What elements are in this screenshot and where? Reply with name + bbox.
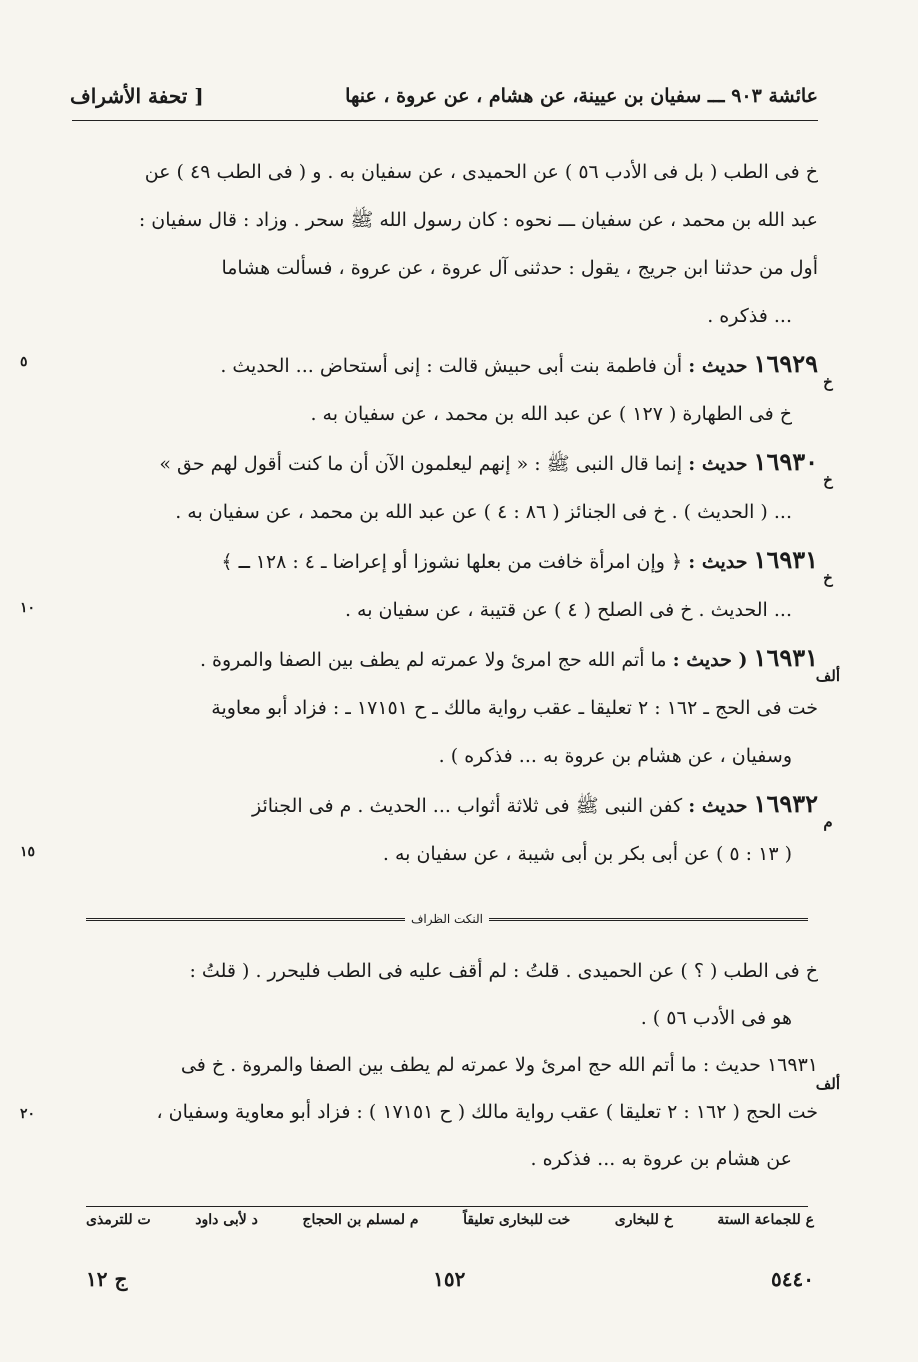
entry-label: حديث : — [688, 355, 748, 377]
hadith-entry — [20, 780, 833, 878]
header-book-title: [ تحفة الأشراف — [70, 84, 204, 108]
entry-text: ﴿ وإن امرأة خافت من بعلها نشوزا أو إعراضا ـ ٤ : ١٢٨ ـ ﴾ — [221, 551, 683, 573]
intro-line: ... فذكره . — [707, 305, 792, 327]
footer-rule — [86, 1206, 808, 1207]
entry-label: حديث : — [688, 453, 748, 475]
margin-siglum: م — [823, 813, 833, 831]
divider-label: النكت الظراف — [410, 912, 484, 926]
entry-number: ١٦٩٣٠ — [753, 447, 818, 476]
line-number: ١٥ — [20, 844, 36, 860]
line-number: ٥ — [20, 354, 28, 370]
margin-siglum: خ — [823, 373, 833, 391]
entry-source: وسفيان ، عن هشام بن عروة به ... فذكره ) . — [438, 745, 792, 767]
abbreviation-legend — [86, 1212, 814, 1240]
entry-number: ١٦٩٣٢ — [753, 789, 818, 818]
margin-siglum: خ — [823, 569, 833, 587]
legend-item: م لمسلم بن الحجاج — [302, 1212, 419, 1228]
line-number: ٢٠ — [20, 1106, 36, 1122]
section-divider — [86, 911, 808, 927]
page-number: ١٥٢ — [433, 1267, 466, 1291]
note-line: عن هشام بن عروة به ... فذكره . — [530, 1148, 792, 1170]
hadith-entry — [74, 438, 833, 536]
entry-number: ١٦٩٢٩ — [753, 349, 818, 378]
intro-line: أول من حدثنا ابن جريج ، يقول : حدثنى آل عروة ، عن عروة ، فسألت هشاما — [221, 257, 818, 279]
entry-source: ( ١٣ : ٥ ) عن أبى بكر بن أبى شيبة ، عن سفيان به . — [382, 843, 792, 865]
note-entry — [20, 1042, 840, 1183]
entry-source: ... ( الحديث ) . خ فى الجنائز ( ٨٦ : ٤ ) عن عبد الله بن محمد ، عن سفيان به . — [175, 501, 792, 523]
entry-number: ١٦٩٣١ — [753, 643, 818, 672]
entry-label: حديث : — [688, 795, 748, 817]
margin-siglum: خ — [823, 471, 833, 489]
entry-label: حديث : — [688, 551, 748, 573]
note-line: ١٦٩٣١ حديث : ما أتم الله حج امرئ ولا عمرته لم يطف بين الصفا والمروة . خ فى — [180, 1054, 818, 1076]
entry-source: خت فى الحج ـ ١٦٢ : ٢ تعليقا ـ عقب رواية مالك ـ ح ١٧١٥١ ـ : فزاد أبو معاوية — [211, 697, 818, 719]
item-number: ٥٤٤٠ — [771, 1267, 814, 1291]
header-chapter: عائشة ٩٠٣ ـــ سفيان بن عيينة، عن هشام ، عن عروة ، عنها — [345, 85, 818, 107]
hadith-entry — [20, 340, 833, 438]
note-line: خ فى الطب ( ؟ ) عن الحميدى . قلتُ : لم أقف عليه فى الطب فليحرر . ( قلتُ : — [189, 960, 818, 982]
margin-siglum: ألف — [815, 667, 840, 685]
intro-line: عبد الله بن محمد ، عن سفيان ـــ نحوه : كان رسول الله ﷺ سحر . وزاد : قال سفيان : — [138, 209, 818, 231]
legend-item: ت للترمذى — [86, 1212, 151, 1228]
footnotes — [20, 948, 840, 1183]
entry-source: خ فى الطهارة ( ١٢٧ ) عن عبد الله بن محمد ، عن سفيان به . — [310, 403, 792, 425]
divider-line — [86, 918, 405, 921]
legend-item: ع للجماعة الستة — [717, 1212, 814, 1228]
margin-siglum: ألف — [815, 1075, 840, 1093]
header-rule — [72, 120, 818, 121]
divider-line — [489, 918, 808, 921]
volume-number: ج ١٢ — [86, 1267, 128, 1291]
entry-text: كفن النبى ﷺ فى ثلاثة أثواب ... الحديث . م فى الجنائز — [251, 795, 683, 817]
legend-item: د لأبى داود — [195, 1212, 258, 1228]
hadith-entry — [20, 536, 833, 634]
entry-text: ما أتم الله حج امرئ ولا عمرته لم يطف بين الصفا والمروة . — [199, 649, 667, 671]
note-line: خت الحج ( ١٦٢ : ٢ تعليقا ) عقب رواية مالك ( ح ١٧١٥١ ) : فزاد أبو معاوية وسفيان ، — [156, 1101, 818, 1123]
entry-number: ١٦٩٣١ — [753, 545, 818, 574]
running-header — [70, 76, 818, 116]
entry-label: ( حديث : — [672, 649, 748, 671]
entry-text: إنما قال النبى ﷺ : « إنهم ليعلمون الآن أن ما كنت أقول لهم حق » — [159, 453, 683, 475]
intro-line: خ فى الطب ( بل فى الأدب ٥٦ ) عن الحميدى ، عن سفيان به . و ( فى الطب ٤٩ ) عن — [144, 161, 818, 183]
legend-item: خت للبخارى تعليقاً — [463, 1212, 571, 1228]
entry-source: ... الحديث . خ فى الصلح ( ٤ ) عن قتيبة ، عن سفيان به . — [344, 599, 792, 621]
hadith-entry — [74, 634, 840, 780]
main-text — [20, 148, 840, 878]
entry-text: أن فاطمة بنت أبى حبيش قالت : إنى أستحاض ... الحديث . — [220, 355, 683, 377]
legend-item: خ للبخارى — [614, 1212, 673, 1228]
note-line: هو فى الأدب ٥٦ ) . — [640, 1007, 792, 1029]
line-number: ١٠ — [20, 600, 36, 616]
page-footer — [86, 1264, 814, 1294]
